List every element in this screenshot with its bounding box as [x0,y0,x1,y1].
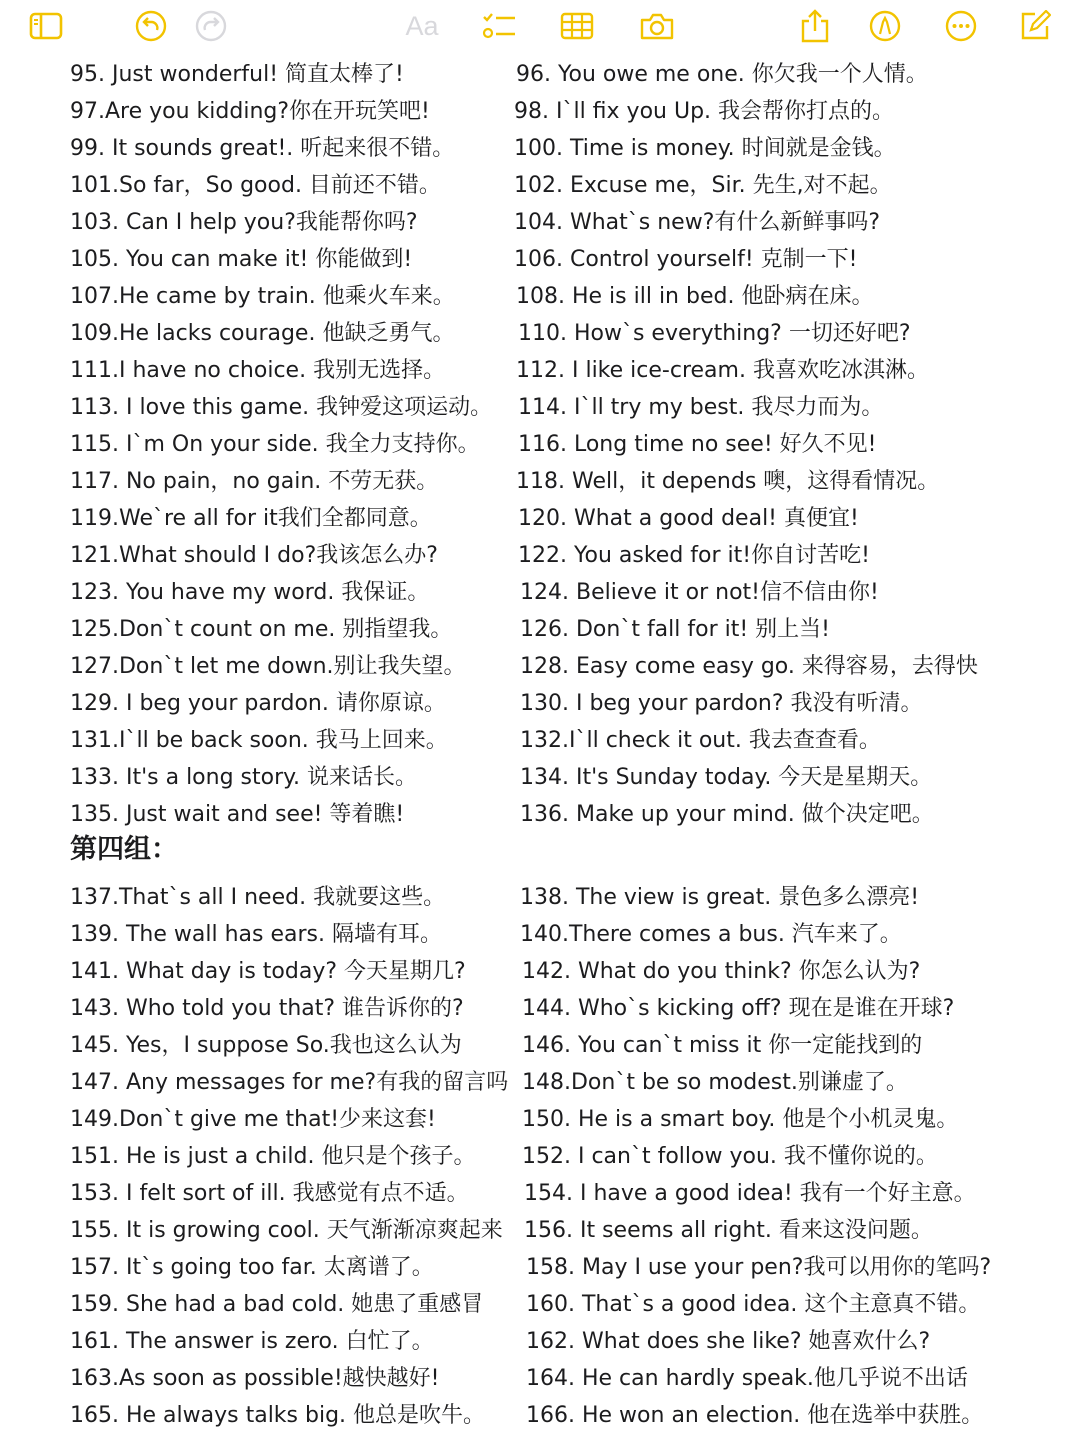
phrase-line: 119.We`re all for it我们全都同意。 [70,506,432,531]
more-icon[interactable] [942,8,980,44]
phrase-line: 109.He lacks courage. 他缺乏勇气。 [70,321,455,346]
phrase-line: 106. Control yourself! 克制一下! [514,247,858,272]
phrase-line: 148.Don`t be so modest.别谦虚了。 [522,1070,908,1095]
phrase-line: 133. It's a long story. 说来话长。 [70,765,418,790]
phrase-line: 140.There comes a bus. 汽车来了。 [520,922,902,947]
phrase-line: 110. How`s everything? 一切还好吧? [518,321,911,346]
phrase-line: 159. She had a bad cold. 她患了重感冒 [70,1292,484,1317]
phrase-line: 154. I have a good idea! 我有一个好主意。 [524,1181,976,1206]
phrase-line: 165. He always talks big. 他总是吹牛。 [70,1403,486,1428]
phrase-line: 112. I like ice-cream. 我喜欢吃冰淇淋。 [516,358,929,383]
phrase-line: 134. It's Sunday today. 今天是星期天。 [520,765,933,790]
phrase-line: 111.I have no choice. 我别无选择。 [70,358,446,383]
phrase-line: 120. What a good deal! 真便宜! [518,506,859,531]
phrase-line: 129. I beg your pardon. 请你原谅。 [70,691,446,716]
text-format-icon[interactable]: Aa [405,11,439,41]
phrase-line: 136. Make up your mind. 做个决定吧。 [520,802,934,827]
phrase-line: 98. I`ll fix you Up. 我会帮你打点的。 [514,99,895,124]
phrase-line: 125.Don`t count on me. 别指望我。 [70,617,453,642]
compose-icon[interactable] [1016,8,1054,44]
phrase-line: 116. Long time no see! 好久不见! [518,432,877,457]
phrase-line: 135. Just wait and see! 等着瞧! [70,802,405,827]
phrase-line: 100. Time is money. 时间就是金钱。 [514,136,896,161]
phrase-line: 117. No pain，no gain. 不劳无获。 [70,469,439,494]
phrase-line: 95. Just wonderful! 简直太棒了! [70,62,404,87]
phrase-line: 150. He is a smart boy. 他是个小机灵鬼。 [522,1107,959,1132]
phrase-line: 164. He can hardly speak.他几乎说不出话 [526,1366,968,1391]
phrase-line: 152. I can`t follow you. 我不懂你说的。 [522,1144,938,1169]
phrase-line: 163.As soon as possible!越快越好! [70,1366,440,1391]
phrase-line: 158. May I use your pen?我可以用你的笔吗? [526,1255,992,1280]
phrase-line: 107.He came by train. 他乘火车来。 [70,284,455,309]
phrase-line: 99. It sounds great!. 听起来很不错。 [70,136,455,161]
phrase-line: 118. Well，it depends 噢，这得看情况。 [516,469,940,494]
table-icon[interactable] [558,8,596,44]
phrase-line: 97.Are you kidding?你在开玩笑吧! [70,99,430,124]
phrase-line: 155. It is growing cool. 天气渐渐凉爽起来 [70,1218,503,1243]
camera-icon[interactable] [638,8,676,44]
phrase-line: 114. I`ll try my best. 我尽力而为。 [518,395,884,420]
phrase-line: 162. What does she like? 她喜欢什么? [526,1329,931,1354]
phrase-line: 101.So far，So good. 目前还不错。 [70,173,441,198]
phrase-line: 146. You can`t miss it 你一定能找到的 [522,1033,923,1058]
phrase-line: 143. Who told you that? 谁告诉你的? [70,996,464,1021]
phrase-line: 151. He is just a child. 他只是个孩子。 [70,1144,476,1169]
phrase-line: 138. The view is great. 景色多么漂亮! [520,885,920,910]
phrase-line: 153. I felt sort of ill. 我感觉有点不适。 [70,1181,469,1206]
phrase-line: 131.I`ll be back soon. 我马上回来。 [70,728,448,753]
phrase-line: 132.I`ll check it out. 我去查查看。 [520,728,881,753]
phrase-line: 122. You asked for it!你自讨苦吃! [518,543,870,568]
phrase-line: 145. Yes，I suppose So.我也这么认为 [70,1033,462,1058]
phrase-line: 130. I beg your pardon? 我没有听清。 [520,691,923,716]
undo-icon[interactable] [132,8,170,44]
phrase-line: 115. I`m On your side. 我全力支持你。 [70,432,480,457]
phrase-line: 139. The wall has ears. 隔墙有耳。 [70,922,442,947]
phrase-line: 166. He won an election. 他在选举中获胜。 [526,1403,984,1428]
phrase-line: 108. He is ill in bed. 他卧病在床。 [516,284,874,309]
phrase-line: 157. It`s going too far. 太离谱了。 [70,1255,434,1280]
phrase-line: 141. What day is today? 今天星期几? [70,959,466,984]
phrase-line: 127.Don`t let me down.别让我失望。 [70,654,466,679]
phrase-line: 128. Easy come easy go. 来得容易，去得快 [520,654,978,679]
phrase-line: 113. I love this game. 我钟爱这项运动。 [70,395,493,420]
phrase-line: 124. Believe it or not!信不信由你! [520,580,879,605]
markup-icon[interactable] [866,8,904,44]
phrase-line: 105. You can make it! 你能做到! [70,247,413,272]
phrase-line: 142. What do you think? 你怎么认为? [522,959,921,984]
phrase-line: 144. Who`s kicking off? 现在是谁在开球? [522,996,955,1021]
phrase-line: 123. You have my word. 我保证。 [70,580,430,605]
phrase-line: 104. What`s new?有什么新鲜事吗? [514,210,881,235]
phrase-line: 126. Don`t fall for it! 别上当! [520,617,830,642]
phrase-line: 137.That`s all I need. 我就要这些。 [70,885,446,910]
share-icon[interactable] [796,8,834,44]
phrase-line: 149.Don`t give me that!少来这套! [70,1107,436,1132]
phrase-line: 96. You owe me one. 你欠我一个人情。 [516,62,928,87]
phrase-line: 160. That`s a good idea. 这个主意真不错。 [526,1292,981,1317]
phrase-line: 102. Excuse me，Sir. 先生,对不起。 [514,173,892,198]
phrase-line: 147. Any messages for me?有我的留言吗 [70,1070,509,1095]
phrase-line: 103. Can I help you?我能帮你吗? [70,210,418,235]
checklist-icon[interactable] [480,8,518,44]
redo-icon[interactable] [192,8,230,44]
toolbar [0,0,1080,52]
phrase-line: 161. The answer is zero. 白忙了。 [70,1329,434,1354]
phrase-line: 156. It seems all right. 看来这没问题。 [524,1218,933,1243]
phrase-line: 121.What should I do?我该怎么办? [70,543,438,568]
sidebar-icon[interactable] [27,8,65,44]
section-heading-group4: 第四组： [70,834,178,865]
